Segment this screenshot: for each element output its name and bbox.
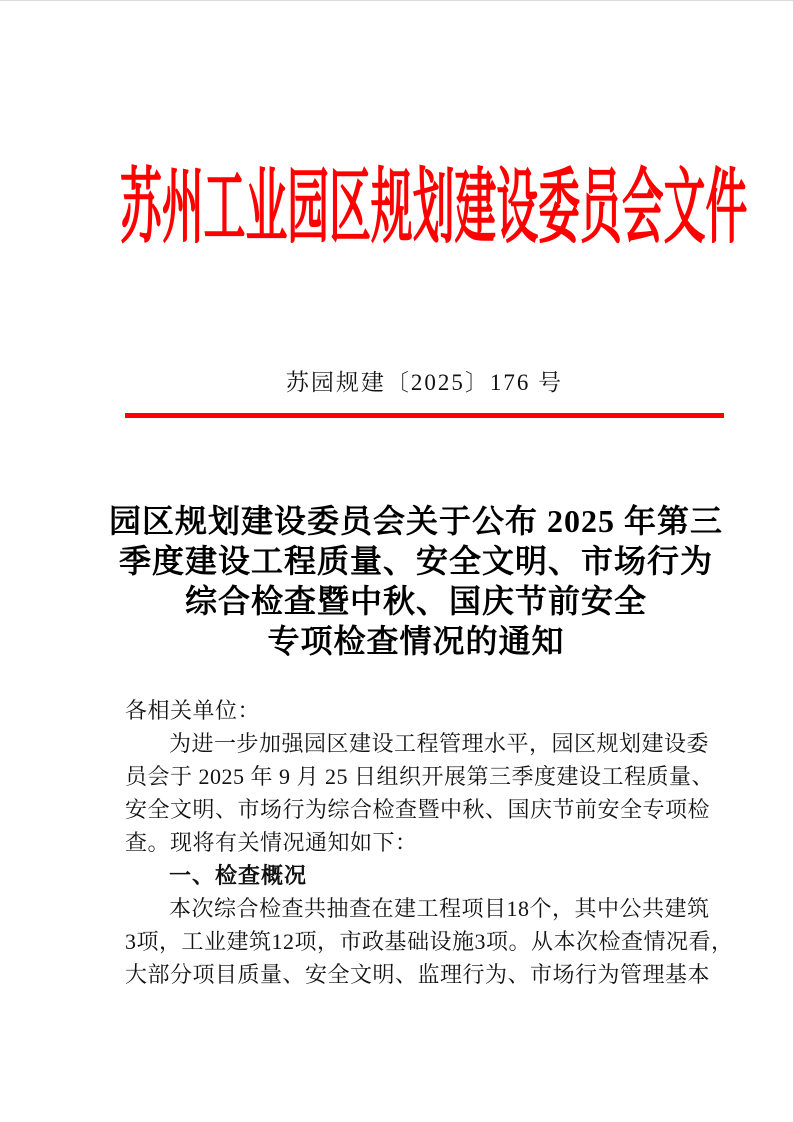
body-line: 为进一步加强园区建设工程管理水平，园区规划建设委 bbox=[169, 731, 710, 756]
body-line: 大部分项目质量、安全文明、监理行为、市场行为管理基本 bbox=[125, 962, 711, 987]
salutation-line: 各相关单位： bbox=[125, 698, 261, 723]
document-letterhead bbox=[120, 163, 750, 253]
red-divider-line bbox=[125, 413, 724, 418]
document-title bbox=[96, 501, 736, 661]
title-line: 园区规划建设委员会关于公布 2025 年第三 bbox=[108, 503, 723, 539]
body-line: 员会于 2025 年 9 月 25 日组织开展第三季度建设工程质量、 bbox=[125, 764, 715, 789]
document-body bbox=[125, 694, 734, 991]
body-line: 本次综合检查共抽查在建工程项目18个，其中公共建筑 bbox=[169, 896, 710, 921]
body-line: 查。现将有关情况通知如下： bbox=[125, 830, 418, 855]
title-line: 综合检查暨中秋、国庆节前安全 bbox=[184, 583, 647, 619]
title-line: 专项检查情况的通知 bbox=[267, 623, 565, 659]
title-line: 季度建设工程质量、安全文明、市场行为 bbox=[118, 543, 713, 579]
body-line: 3项，工业建筑12项，市政基础设施3项。从本次检查情况看， bbox=[125, 929, 734, 954]
section-heading: 一、检查概况 bbox=[169, 863, 308, 888]
letterhead-org-title: 苏州工业园区规划建设委员会文件 bbox=[120, 162, 748, 253]
document-number: 苏园规建〔2025〕176 号 bbox=[285, 370, 564, 395]
scan-top-edge bbox=[0, 0, 793, 1]
body-line: 安全文明、市场行为综合检查暨中秋、国庆节前安全专项检 bbox=[125, 797, 711, 822]
